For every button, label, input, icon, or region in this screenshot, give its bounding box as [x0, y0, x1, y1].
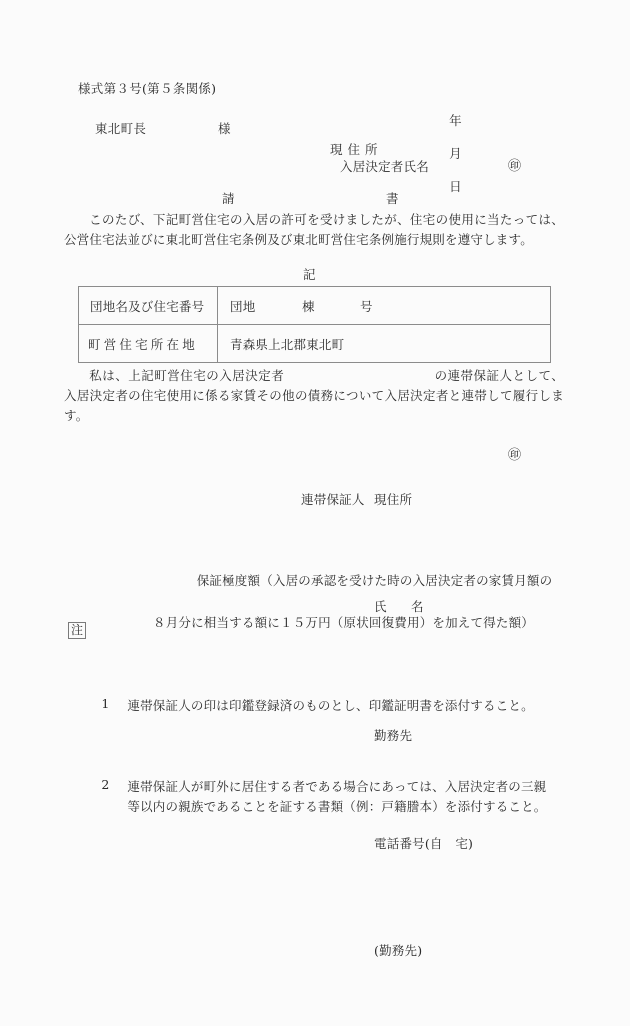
- date-year-label: 年: [449, 113, 462, 128]
- danchi-label: 団地: [230, 298, 256, 314]
- notes-section: [68, 621, 557, 878]
- applicant-name-label: 入居決定者氏名: [340, 159, 429, 174]
- note-text: 連帯保証人が町外に居住する者である場合にあっては、入居決定者の三親等以内の親族であることを証する書類（例：戸籍謄本）を添付すること。: [127, 779, 547, 814]
- table-row-key-danchi: 団地名及び住宅番号: [79, 287, 218, 325]
- notes-badge: 注: [68, 622, 86, 639]
- date-day-label: 日: [449, 179, 462, 194]
- table-row: [79, 325, 551, 363]
- gou-label: 号: [360, 298, 373, 314]
- guarantor-paragraph: [64, 366, 564, 426]
- guarantee-limit-line2: ８月分に相当する額に１５万円（原状回復費用）を加えて得た額）: [153, 615, 535, 630]
- addressee-name: 東北町長: [95, 121, 147, 136]
- housing-info-table: [78, 286, 551, 363]
- note-text: 連帯保証人の印は印鑑登録済のものとし、印鑑証明書を添付すること。: [127, 698, 534, 713]
- guarantor-paragraph-tail: の連帯保証人として、入居決定者の住宅使用に係る家賃その他の債務について入居決定者と連帯して履行します。: [64, 368, 564, 423]
- form-identifier: 様式第３号(第５条関係): [78, 81, 217, 96]
- table-row-value-danchi: [218, 287, 551, 325]
- guarantor-phone-work-label: (勤務先): [374, 943, 423, 958]
- note-item: [68, 681, 557, 731]
- table-row-value-location: 青森県上北郡東北町: [218, 325, 551, 363]
- note-item: [68, 762, 557, 832]
- addressee-honorific: 様: [218, 121, 231, 136]
- table-row-key-location: 町営住宅所在地: [79, 325, 218, 363]
- guarantor-term: 連帯保証人: [301, 491, 365, 507]
- guarantor-phone-label: 電話番号(自 宅): [374, 835, 474, 851]
- applicant-seal-icon: ㊞: [508, 159, 522, 174]
- body-paragraph-text: このたび、下記町営住宅の入居の許可を受けましたが、住宅の使用に当たっては、公営住宅法並びに東北町営住宅条例及び東北町営住宅条例施行規則を遵守します。: [64, 212, 564, 247]
- date-month-label: 月: [449, 146, 462, 161]
- guarantor-name-label: 氏 名: [374, 599, 430, 614]
- date-line: [432, 96, 479, 210]
- table-row: [79, 287, 551, 325]
- note-number: 1: [101, 696, 110, 711]
- document-title-part1: 請: [222, 191, 235, 206]
- guarantor-phone-work-row: [276, 919, 473, 984]
- note-number: 2: [101, 777, 110, 792]
- guarantor-paragraph-lead: 私は、上記町営住宅の入居決定者: [89, 368, 285, 383]
- notes-list: [68, 666, 557, 863]
- guarantor-address-label: 現住所: [374, 491, 413, 507]
- guarantee-limit-line1: 保証極度額（入居の承認を受けた時の入居決定者の家賃月額の: [196, 573, 553, 588]
- applicant-address-label: 現住所: [330, 142, 383, 157]
- document-title-part2: 書: [386, 191, 399, 206]
- body-paragraph: [64, 210, 564, 250]
- tou-label: 棟: [302, 298, 315, 314]
- guarantor-address-row: [276, 467, 473, 532]
- ki-marker: 記: [303, 267, 316, 282]
- guarantor-workplace-label: 勤務先: [374, 728, 413, 743]
- guarantor-seal-icon: ㊞: [508, 448, 522, 463]
